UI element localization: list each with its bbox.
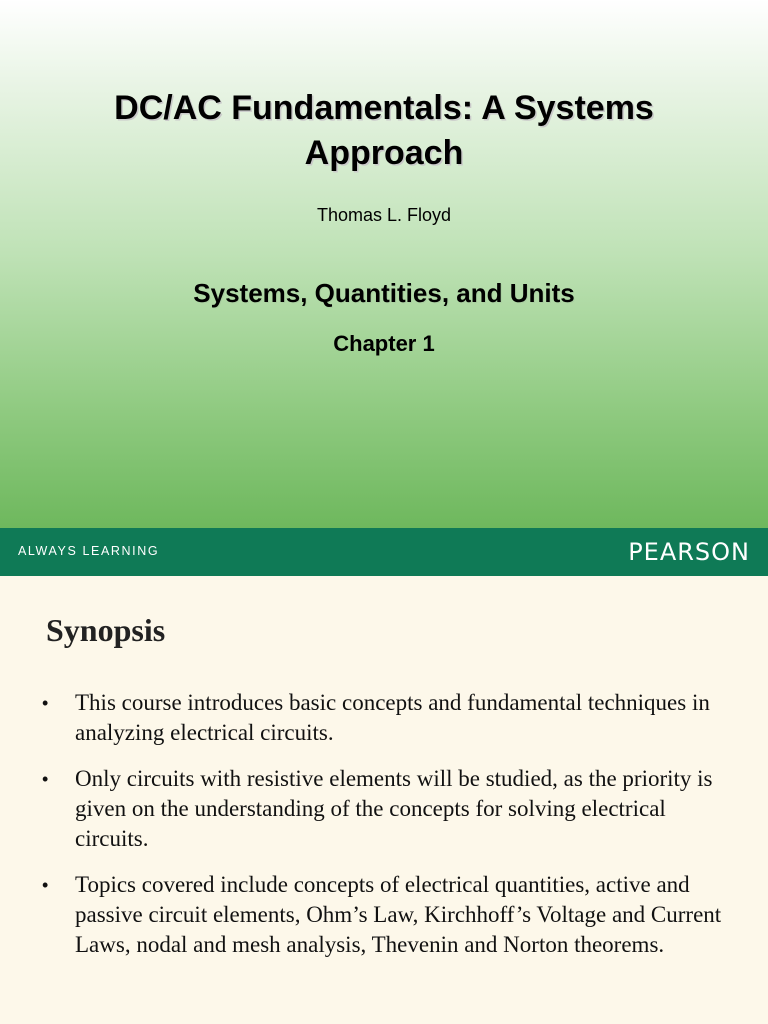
slide-title-line-1: DC/AC Fundamentals: A Systems	[114, 89, 654, 127]
slide-title	[0, 86, 768, 176]
bullet-text: Only circuits with resistive elements will be studied, as the priority is given on the understanding of the concepts for solving electrical circuits.	[75, 766, 713, 851]
bullet-text: This course introduces basic concepts and fundamental techniques in analyzing electrical circuits.	[75, 690, 710, 745]
synopsis-bullet-item	[40, 870, 730, 960]
slide-title-line-2: Approach	[304, 134, 464, 172]
bullet-icon: •	[42, 769, 49, 789]
chapter-number: Chapter 1	[333, 331, 435, 356]
bullet-text: Topics covered include concepts of electrical quantities, active and passive circuit elements, Ohm’s Law, Kirchhoff’s Voltage and Current Laws, nodal and mesh analysis, Thevenin and Norton theorems.	[75, 872, 722, 957]
bullet-icon: •	[42, 693, 49, 713]
chapter-subtitle: Systems, Quantities, and Units	[193, 278, 575, 308]
synopsis-heading: Synopsis	[46, 612, 166, 648]
synopsis-bullet-item	[40, 688, 730, 748]
synopsis-bullet-item	[40, 764, 730, 854]
publisher-footer-band	[0, 528, 768, 576]
synopsis-slide	[0, 576, 768, 1024]
footer-tagline: ALWAYS LEARNING	[18, 544, 160, 558]
author-name: Thomas L. Floyd	[316, 205, 452, 225]
bullet-icon: •	[42, 875, 49, 895]
pearson-logo: PEARSON	[628, 538, 750, 566]
synopsis-bullet-list	[40, 688, 730, 976]
